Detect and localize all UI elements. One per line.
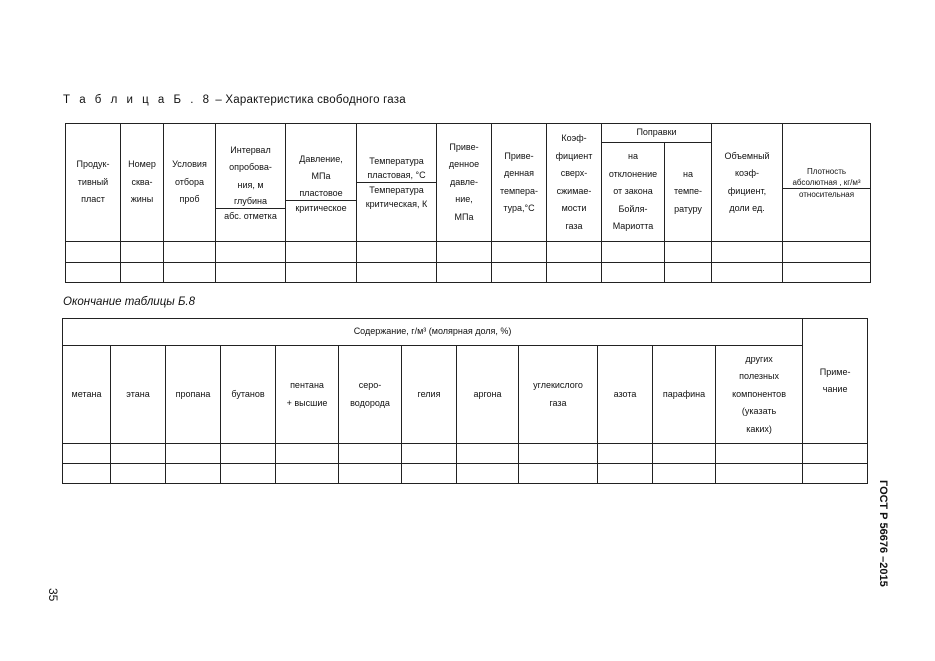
table-row bbox=[66, 242, 871, 263]
table-label: Т а б л и ц а Б . 8 bbox=[63, 94, 213, 106]
header-reduced-temperature: Приве- денная темпера- тура,°С bbox=[492, 124, 547, 242]
header-sampling-conditions: Условия отбора проб bbox=[164, 124, 216, 242]
header-argon: аргона bbox=[457, 346, 519, 444]
header-methane: метана bbox=[63, 346, 111, 444]
header-corrections: Поправки bbox=[602, 124, 712, 143]
header-supercompressibility: Коэф- фициент сверх- сжимае- мости газа bbox=[547, 124, 602, 242]
header-note: Приме- чание bbox=[803, 319, 868, 444]
table-gas-characteristics bbox=[65, 123, 871, 283]
header-temperature-correction: на темпе- ратуру bbox=[665, 143, 712, 242]
table-caption: – Характеристика свободного газа bbox=[212, 94, 406, 106]
header-helium: гелия bbox=[402, 346, 457, 444]
table-continuation-title: Окончание таблицы Б.8 bbox=[63, 296, 196, 308]
header-pentane: пентана + высшие bbox=[276, 346, 339, 444]
header-propane: пропана bbox=[166, 346, 221, 444]
header-pressure: Давление, МПа пластовое критическое bbox=[286, 124, 357, 242]
header-reduced-pressure: Приве- денное давле- ние, МПа bbox=[437, 124, 492, 242]
table-row bbox=[63, 464, 868, 484]
header-temperature: Температура пластовая, °С Температура критическая, К bbox=[357, 124, 437, 242]
header-hydrogen-sulfide: серо- водорода bbox=[339, 346, 402, 444]
header-boyle-mariotte-deviation: на отклонение от закона Бойля- Мариотта bbox=[602, 143, 665, 242]
header-volume-factor: Объемный коэф- фициент, доли ед. bbox=[712, 124, 783, 242]
header-nitrogen: азота bbox=[598, 346, 653, 444]
table-row bbox=[66, 263, 871, 283]
table-row bbox=[63, 444, 868, 464]
header-butanes: бутанов bbox=[221, 346, 276, 444]
table-title bbox=[63, 94, 406, 106]
header-testing-interval: Интервал опробова- ния, м глубина абс. отметка bbox=[216, 124, 286, 242]
standard-code: ГОСТ Р 56676 –2015 bbox=[877, 480, 889, 587]
header-productive-layer: Продук- тивный пласт bbox=[66, 124, 121, 242]
header-co2: углекислого газа bbox=[519, 346, 598, 444]
page-number: 35 bbox=[46, 588, 60, 602]
header-well-number: Номер сква- жины bbox=[121, 124, 164, 242]
header-ethane: этана bbox=[111, 346, 166, 444]
header-density: Плотность абсолютная , кг/м³ относительная bbox=[783, 124, 871, 242]
header-content-group: Содержание, г/м³ (молярная доля, %) bbox=[63, 319, 803, 346]
header-paraffin: парафина bbox=[653, 346, 716, 444]
header-other-components: других полезных компонентов (указать каких) bbox=[716, 346, 803, 444]
table-gas-composition bbox=[62, 318, 868, 484]
